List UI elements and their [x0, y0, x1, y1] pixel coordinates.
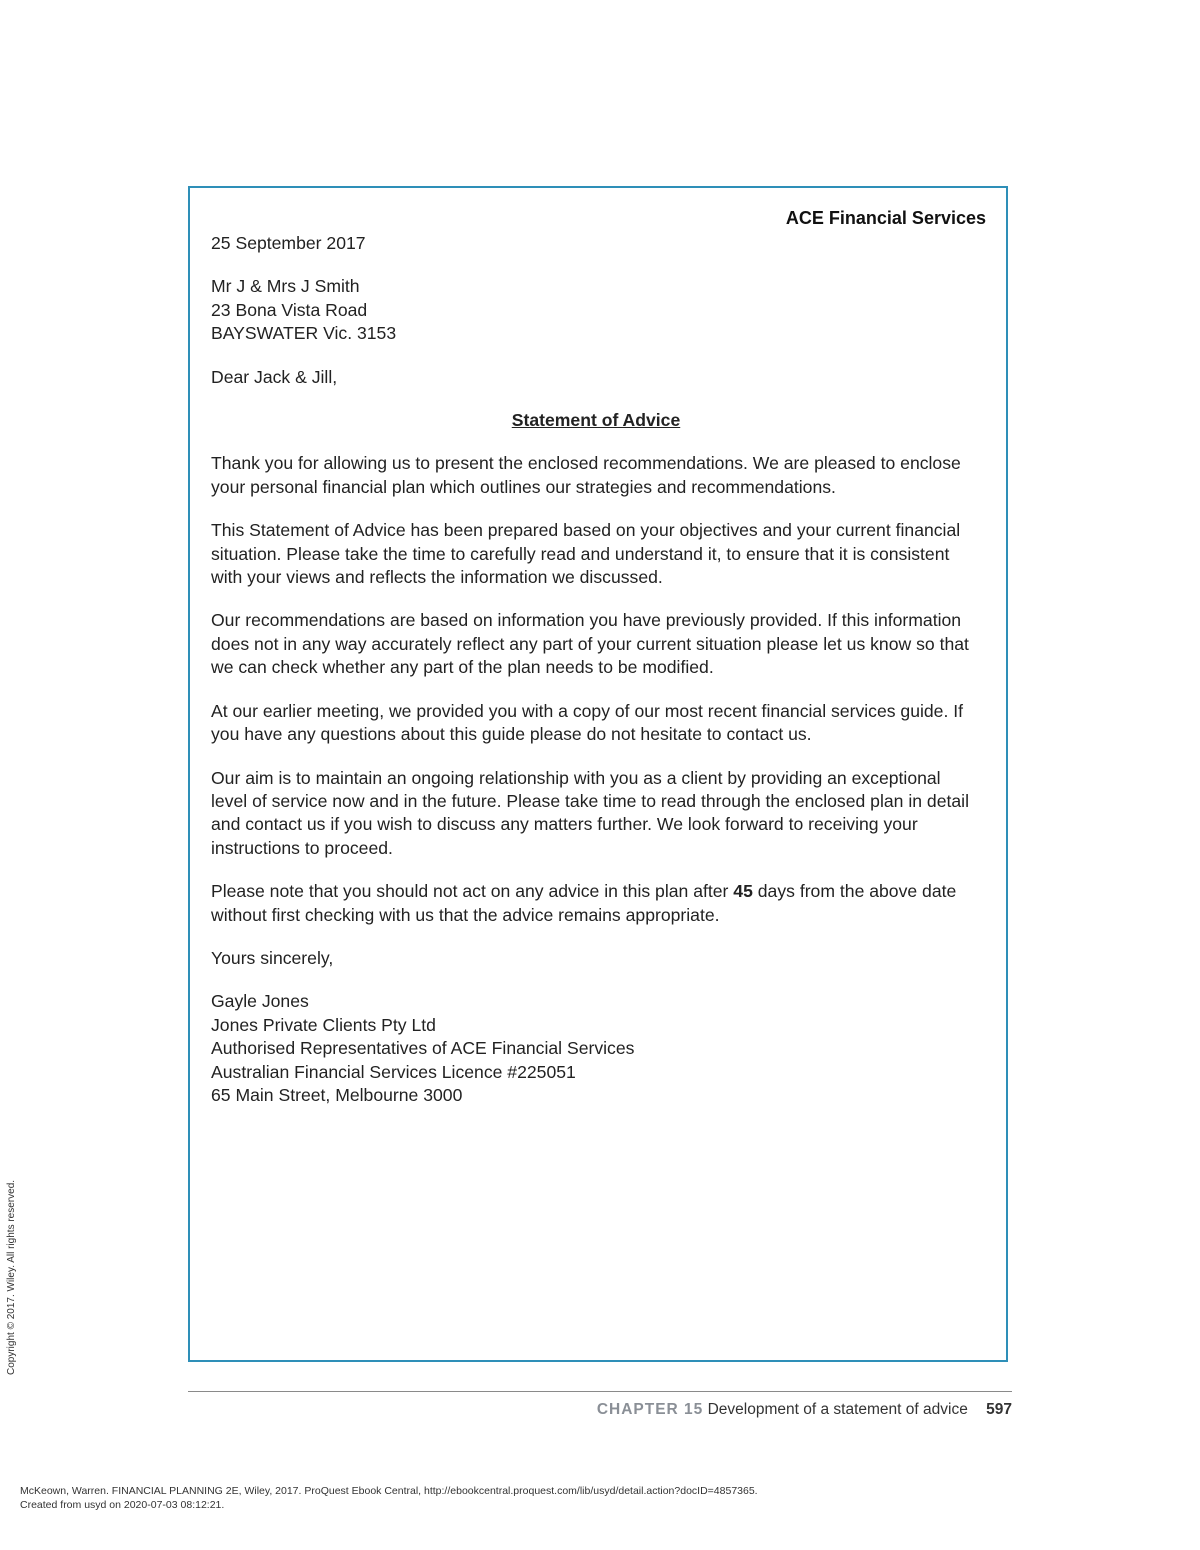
validity-text-start: Please note that you should not act on any advice in this plan after [211, 881, 734, 902]
closing: Yours sincerely, [211, 947, 334, 968]
running-footer [597, 1401, 1012, 1419]
footer-divider [188, 1391, 1012, 1392]
letter-frame [188, 186, 1008, 1362]
recipient-address [211, 275, 981, 345]
paragraph: Our recommendations are based on information you have previously provided. If this information does not in any way accurately reflect any part of your current situation please let us know so that we can check whether any part of the plan needs to be modified. [211, 610, 969, 678]
page-number: 597 [986, 1401, 1012, 1418]
letter-title: Statement of Advice [511, 410, 681, 431]
signature-line: Authorised Representatives of ACE Financial Services [211, 1038, 635, 1059]
chapter-label: CHAPTER 15 [596, 1401, 704, 1418]
signature-line: Gayle Jones [211, 991, 309, 1012]
paragraph: Thank you for allowing us to present the enclosed recommendations. We are pleased to enclose your personal financial plan which outlines our strategies and recommendations. [211, 453, 961, 497]
chapter-title: Development of a statement of advice [707, 1401, 968, 1418]
signature-line: Australian Financial Services Licence #225051 [211, 1061, 576, 1082]
signature-block [211, 990, 981, 1107]
paragraph: This Statement of Advice has been prepared based on your objectives and your current financial situation. Please take the time to carefully read and understand it, to ensure that it is consistent with your views and reflects the information we discussed. [211, 520, 961, 588]
validity-paragraph [211, 880, 981, 927]
signature-line: Jones Private Clients Pty Ltd [211, 1014, 436, 1035]
address-line: BAYSWATER Vic. 3153 [211, 323, 397, 344]
paragraph: Our aim is to maintain an ongoing relationship with you as a client by providing an exceptional level of service now and in the future. Please take time to read through the enclosed plan in detail and contact us if you wish to discuss any matters further. We look forward to receiving your instructions to proceed. [211, 767, 969, 858]
company-name: ACE Financial Services [785, 208, 986, 228]
signature-line: 65 Main Street, Melbourne 3000 [211, 1084, 463, 1105]
paragraph: At our earlier meeting, we provided you with a copy of our most recent financial services guide. If you have any questions about this guide please do not hesitate to contact us. [211, 700, 964, 745]
validity-text-end: days from the above date without first checking with us that the advice remains appropriate. [211, 881, 957, 925]
salutation: Dear Jack & Jill, [211, 366, 338, 387]
address-line: Mr J & Mrs J Smith [211, 276, 360, 297]
address-line: 23 Bona Vista Road [211, 299, 368, 320]
letter-body [211, 232, 981, 1107]
copyright-notice: Copyright © 2017. Wiley. All rights reserved. [6, 1179, 17, 1375]
letter-date: 25 September 2017 [211, 233, 366, 253]
citation-line: McKeown, Warren. FINANCIAL PLANNING 2E, Wiley, 2017. ProQuest Ebook Central, http://ebookcentral.proquest.com/lib/usyd/detail.action?docID=4857365. [20, 1485, 758, 1497]
validity-days: 45 [733, 881, 753, 902]
citation-line: Created from usyd on 2020-07-03 08:12:21. [20, 1499, 225, 1511]
citation [20, 1484, 758, 1512]
